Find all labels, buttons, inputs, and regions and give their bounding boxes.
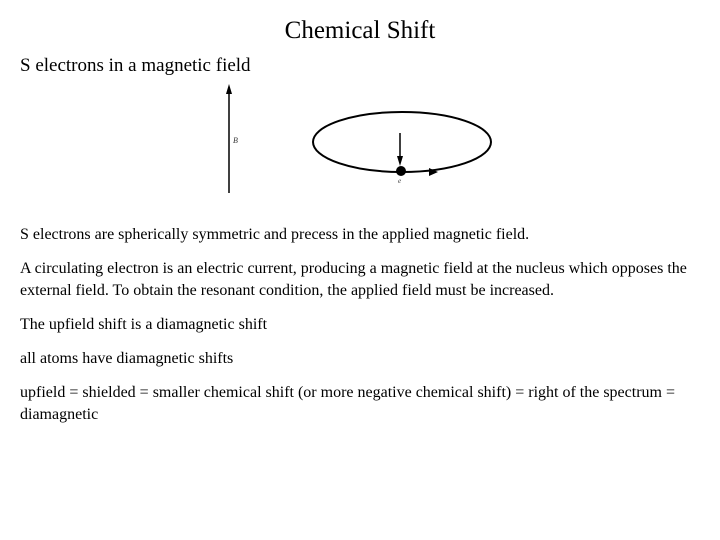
orbit-direction-arrow (429, 168, 438, 176)
paragraph-all-atoms: all atoms have diamagnetic shifts (20, 350, 234, 367)
electron-dot (396, 166, 406, 176)
paragraph-upfield-definition: upfield = shielded = smaller chemical shift (or more negative chemical shift) = right of the spectrum = diamagnetic (20, 384, 675, 423)
paragraph-precession: S electrons are spherically symmetric and precess in the applied magnetic field. (20, 226, 530, 243)
magnetic-field-arrow (226, 84, 232, 193)
downward-arrow (397, 133, 403, 166)
paragraph-circulating-electron: A circulating electron is an electric current, producing a magnetic field at the nucleus which opposes the external field. To obtain the resonant condition, the applied field must be increased. (20, 260, 687, 299)
paragraph-upfield-shift: The upfield shift is a diamagnetic shift (20, 316, 268, 333)
slide-body (20, 224, 710, 438)
slide-subtitle: S electrons in a magnetic field (20, 55, 251, 76)
electron-orbit (313, 112, 491, 172)
slide-title: Chemical Shift (284, 17, 436, 44)
field-label: B (233, 136, 238, 145)
electron-label: e (398, 177, 402, 185)
